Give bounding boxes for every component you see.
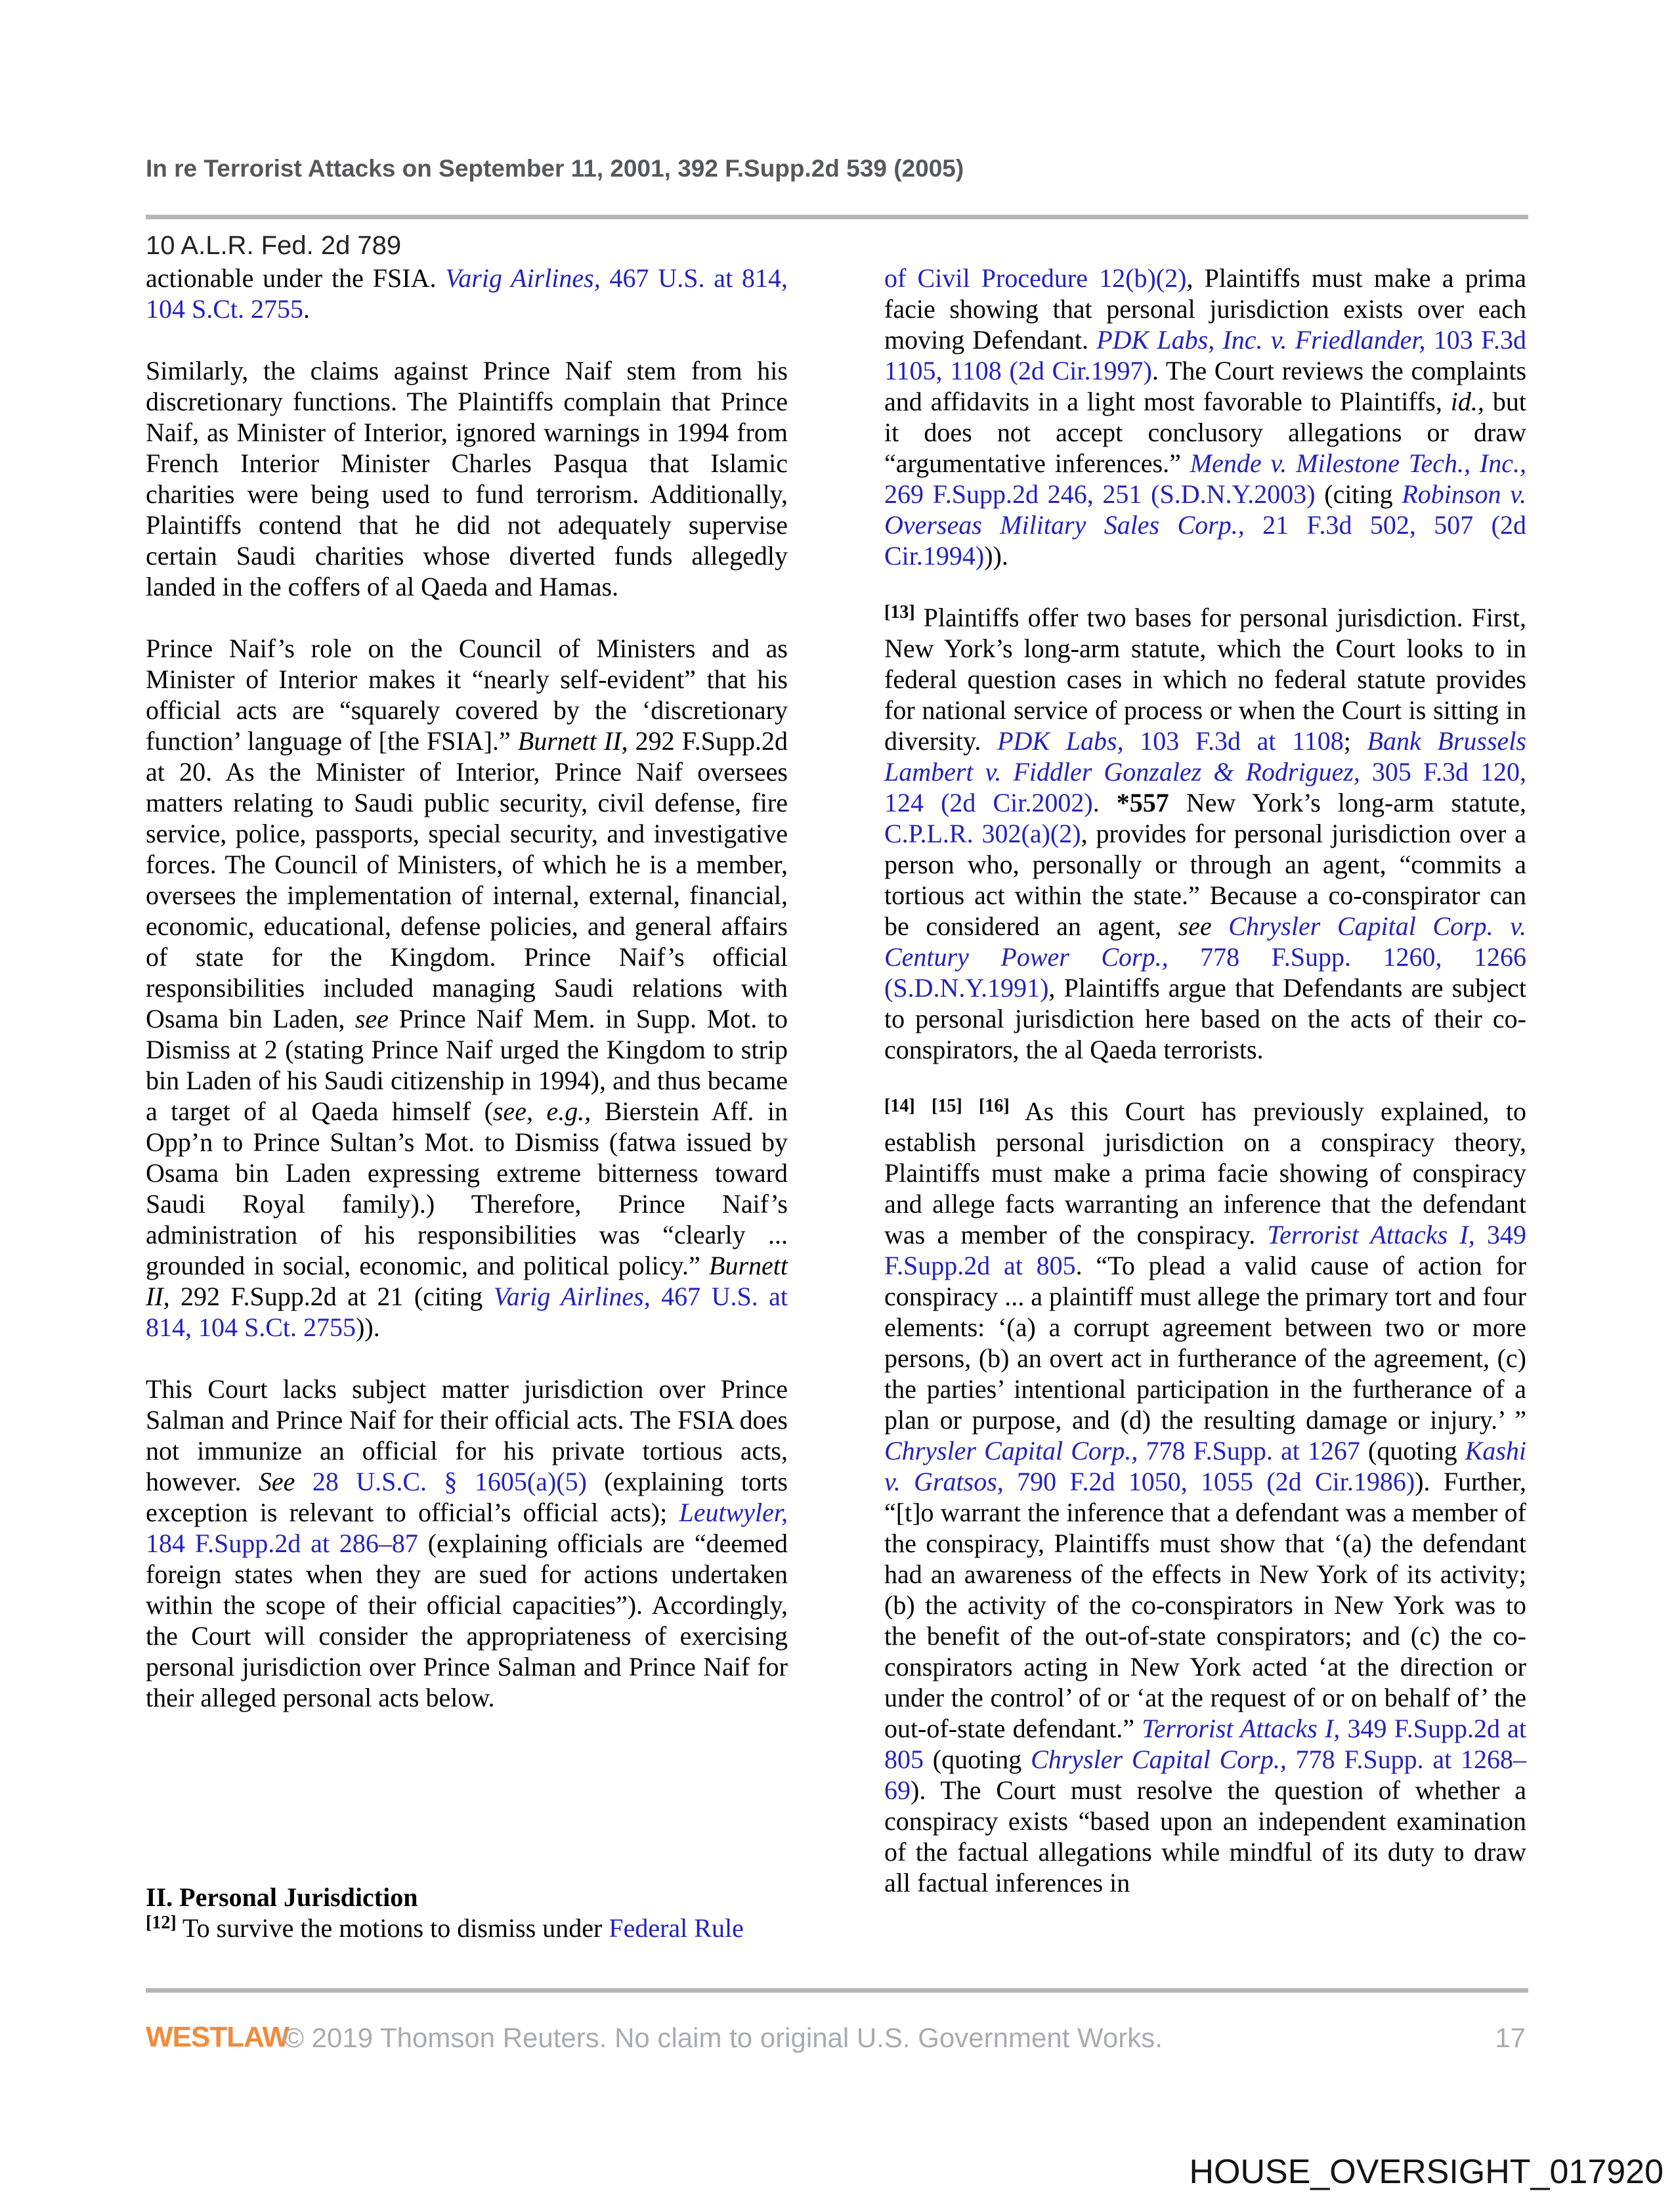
citation-link: C.P.L.R. 302(a)(2)	[884, 819, 1081, 848]
text-run: Plaintiffs offer two bases for personal jurisdiction. First, New York’s long-arm statute, which the Court looks to in federal question cases in which no federal statute provides for national service of process or when the Court is sitting in diversity.	[884, 603, 1526, 756]
citation-link: Mende v. Milestone Tech., Inc.,	[1190, 448, 1526, 478]
text-run: but it does not accept conclusory allegations or draw “argumentative inferences.”	[884, 387, 1526, 478]
headnote-ref: [12]	[146, 1913, 177, 1933]
citation-link: 184 F.Supp.2d at 286–87	[146, 1529, 418, 1558]
text-run: see, e.g.,	[492, 1096, 591, 1126]
text-run: (explaining officials are “deemed foreign states when they are sued for actions undertaken within the scope of their official capacities”). Accordingly, the Court will consider the appropriateness of exercising personal jurisdiction over Prince Salman and Prince Naif for their alleged personal acts below.	[146, 1529, 788, 1712]
text-run: (explaining torts exception is relevant to official’s official acts);	[146, 1467, 788, 1527]
text-run: see	[354, 1004, 389, 1033]
citation-link: PDK Labs, Inc. v. Friedlander,	[1096, 325, 1426, 355]
citation-link: 349 F.Supp.2d at 805	[884, 1714, 1527, 1774]
citation-link: Federal Rule	[609, 1913, 744, 1943]
headnote-ref: [15]	[932, 1096, 962, 1116]
citation-link: Chrysler Capital Corp.,	[1031, 1745, 1287, 1774]
text-run: actionable under the FSIA.	[146, 263, 446, 293]
citation-link: 790 F.2d 1050, 1055 (2d Cir.1986)	[1003, 1467, 1415, 1496]
text-run: ). Further, “[t]o warrant the inference that a defendant was a member of the conspiracy, Plaintiffs must show that ‘(a) the defendant had an awareness of the effects in New York of its activity; (b) the activity of the co-conspirators in New York was to the benefit of the out-of-state conspirators; and (c) the co-conspirators acting in New York acted ‘at the direction or under the control’ of or ‘at the request of or on behalf of’ the out-of-state defendant.”	[884, 1467, 1526, 1743]
citation-link: Leutwyler,	[679, 1498, 788, 1527]
text-run: (quoting	[924, 1745, 1031, 1774]
citation-link: 21 F.3d 502, 507 (2d Cir.1994)	[884, 510, 1526, 571]
text-run: . “To plead a valid cause of action for conspiracy ... a plaintiff must allege the primary tort and four elements: ‘(a) a corrupt agreement between two or more persons, (b) an overt act in furtherance of the agreement, (c) the parties’ intentional participation in the furtherance of a plan or purpose, and (d) the resulting damage or injury.’ ”	[884, 1251, 1526, 1435]
citation-link: Varig Airlines,	[493, 1282, 651, 1311]
text-run: To survive the motions to dismiss under	[176, 1913, 609, 1943]
text-paragraph	[884, 1096, 1526, 1898]
citation-link: of Civil Procedure 12(b)(2)	[884, 263, 1187, 293]
citation-link: 778 F.Supp. at 1268–69	[884, 1745, 1527, 1805]
headnote-ref: [16]	[979, 1096, 1010, 1116]
column-spacer	[146, 1744, 788, 1882]
text-run: Prince Naif’s role on the Council of Ministers and as Minister of Interior makes it “nearly self-evident” that his official acts are “squarely covered by the ‘discretionary function’ language of [the FSIA].”	[146, 634, 788, 756]
text-paragraph	[146, 1913, 788, 1943]
text-run: , provides for personal jurisdiction over a person who, personally or through an agent, “commits a tortious act within the state.” Because a co-conspirator can be considered an agent,	[884, 819, 1527, 941]
bates-stamp: HOUSE_OVERSIGHT_017920	[1189, 2153, 1663, 2191]
citation-link: 103 F.3d at 1108	[1123, 726, 1344, 756]
text-run: New York’s long-arm statute,	[1169, 788, 1527, 817]
citation-link: 467 U.S. at 814, 104 S.Ct. 2755	[146, 1282, 788, 1342]
text-run: ;	[1343, 726, 1367, 756]
citation-link: Chrysler Capital Corp.,	[884, 1436, 1138, 1465]
text-run: 292 F.Supp.2d at 20. As the Minister of Interior, Prince Naif oversees matters relating to Saudi public security, civil defense, fire service, police, passports, special security, and investigative forces. The Council of Ministers, of which he is a member, oversees the implementation of internal, external, financial, economic, educational, defense policies, and general affairs of state for the Kingdom. Prince Naif’s official responsibilities included managing Saudi relations with Osama bin Laden,	[146, 726, 788, 1033]
text-paragraph	[884, 602, 1526, 1065]
citation-link: Terrorist Attacks I,	[1267, 1220, 1475, 1249]
citation-link: Varig Airlines,	[445, 263, 601, 293]
left-column	[146, 263, 788, 1974]
headnote-ref: [13]	[884, 602, 915, 622]
citation-link: Bank Brussels Lambert v. Fiddler Gonzalez & Rodriguez,	[884, 726, 1526, 787]
text-paragraph	[146, 263, 788, 324]
text-run: )).	[984, 541, 1008, 571]
citation-link: 778 F.Supp. 1260, 1266 (S.D.N.Y.1991)	[884, 942, 1527, 1003]
citation-link: 103 F.3d 1105, 1108 (2d Cir.1997)	[884, 325, 1527, 385]
text-run	[915, 1096, 932, 1126]
page-number: 17	[1495, 2022, 1526, 2053]
section-heading: II. Personal Jurisdiction	[146, 1882, 418, 1912]
text-run: (citing	[1315, 479, 1402, 509]
text-run: See	[258, 1467, 295, 1496]
right-column	[884, 263, 1526, 1929]
citation-link: Terrorist Attacks I,	[1142, 1714, 1341, 1743]
text-run: Burnett II,	[517, 726, 628, 756]
headnote-ref: [14]	[884, 1096, 915, 1116]
parallel-citation: 10 A.L.R. Fed. 2d 789	[146, 231, 402, 260]
text-run	[962, 1096, 979, 1126]
text-paragraph	[146, 1374, 788, 1713]
citation-link: 28 U.S.C. § 1605(a)(5)	[295, 1467, 587, 1496]
text-run: )).	[356, 1312, 380, 1342]
text-run: (quoting	[1360, 1436, 1465, 1465]
citation-link: PDK Labs,	[997, 726, 1124, 756]
text-run: *557	[1116, 788, 1169, 817]
text-run: 292 F.Supp.2d at 21 (citing	[169, 1282, 494, 1311]
text-run: As this Court has previously explained, to establish personal jurisdiction on a conspiracy theory, Plaintiffs must make a prima facie showing of conspiracy and allege facts warranting an inference that the defendant was a member of the conspiracy.	[884, 1096, 1526, 1249]
text-run: ). The Court must resolve the question of whether a conspiracy exists “based upon an independent examination of the factual allegations while mindful of its duty to draw all factual inferences in	[884, 1775, 1526, 1898]
westlaw-logo: WESTLAW	[146, 2021, 289, 2053]
citation-link: 269 F.Supp.2d 246, 251 (S.D.N.Y.2003)	[884, 479, 1316, 509]
text-run: This Court lacks subject matter jurisdiction over Prince Salman and Prince Naif for their official acts. The FSIA does not immunize an official for his private tortious acts, however.	[146, 1374, 788, 1496]
text-paragraph	[884, 263, 1526, 571]
case-title: In re Terrorist Attacks on September 11, 2001, 392 F.Supp.2d 539 (2005)	[146, 155, 964, 182]
citation-link: 778 F.Supp. at 1267	[1138, 1436, 1360, 1465]
text-run: .	[1092, 788, 1117, 817]
citation-link: 305 F.3d 120, 124 (2d Cir.2002)	[884, 757, 1527, 817]
text-run: Burnett II,	[146, 1251, 788, 1311]
text-run: .	[303, 294, 311, 324]
citation-link: Chrysler Capital Corp. v. Century Power Corp.,	[884, 911, 1526, 972]
text-run: Bierstein Aff. in Opp’n to Prince Sultan’s Mot. to Dismiss (fatwa issued by Osama bin Laden expressing extreme bitterness toward Saudi Royal family).) Therefore, Prince Naif’s administration of his responsibilities was “clearly ... grounded in social, economic, and political policy.”	[146, 1096, 788, 1280]
text-run: . The Court reviews the complaints and affidavits in a light most favorable to Plaintiffs,	[884, 356, 1527, 416]
header-divider	[146, 215, 1528, 219]
footer-divider	[146, 1988, 1528, 1993]
text-run: see	[1178, 911, 1212, 941]
citation-link: 467 U.S. at 814, 104 S.Ct. 2755	[146, 263, 788, 324]
text-run: , Plaintiffs argue that Defendants are subject to personal jurisdiction here based on the acts of their co-conspirators, the al Qaeda terrorists.	[884, 973, 1526, 1064]
text-paragraph	[146, 633, 788, 1343]
copyright-notice: © 2019 Thomson Reuters. No claim to original U.S. Government Works.	[284, 2022, 1163, 2053]
citation-link: Robinson v. Overseas Military Sales Corp.,	[884, 479, 1526, 540]
text-run: , Plaintiffs must make a prima facie showing that personal jurisdiction exists over each moving Defendant.	[884, 263, 1526, 355]
text-run: Similarly, the claims against Prince Naif stem from his discretionary functions. The Plaintiffs complain that Prince Naif, as Minister of Interior, ignored warnings in 1994 from French Interior Minister Charles Pasqua that Islamic charities were being used to fund terrorism. Additionally, Plaintiffs contend that he did not adequately supervise certain Saudi charities whose diverted funds allegedly landed in the coffers of al Qaeda and Hamas.	[146, 356, 788, 601]
text-run: id.,	[1450, 387, 1484, 416]
citation-link: Kashi v. Gratsos,	[884, 1436, 1527, 1496]
text-run: Prince Naif Mem. in Supp. Mot. to Dismiss at 2 (stating Prince Naif urged the Kingdom to strip bin Laden of his Saudi citizenship in 1994), and thus became a target of al Qaeda himself (	[146, 1004, 788, 1126]
citation-link: 349 F.Supp.2d at 805	[884, 1220, 1527, 1280]
text-paragraph	[146, 355, 788, 602]
